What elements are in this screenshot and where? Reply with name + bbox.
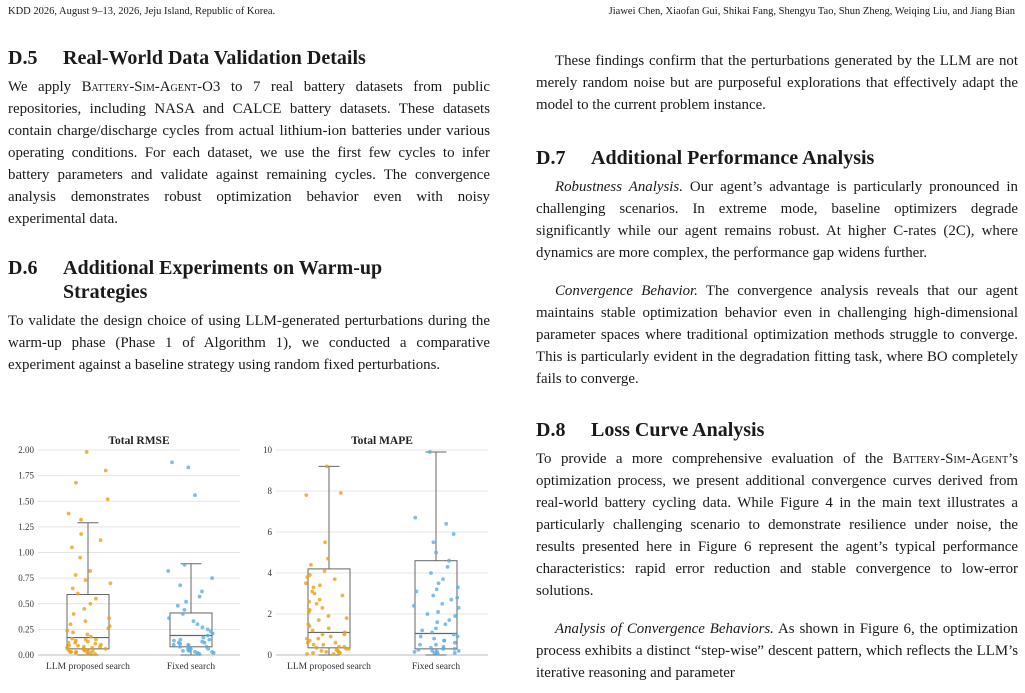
data-point: [176, 604, 180, 608]
chart-title: Total MAPE: [351, 435, 413, 447]
data-point: [201, 636, 205, 640]
data-point: [431, 594, 435, 598]
data-point: [305, 575, 309, 579]
data-point: [337, 645, 341, 649]
data-point: [441, 577, 445, 581]
data-point: [327, 614, 331, 618]
data-point: [91, 649, 95, 653]
data-point: [444, 522, 448, 526]
data-point: [188, 648, 192, 652]
data-point: [312, 643, 316, 647]
data-point: [429, 646, 433, 650]
data-point: [65, 629, 69, 633]
data-point: [413, 516, 417, 520]
data-point: [206, 627, 210, 631]
y-tick-label: 4: [267, 568, 272, 578]
data-point: [94, 597, 98, 601]
y-tick-label: 10: [263, 445, 272, 455]
chart-title: Total RMSE: [108, 435, 170, 447]
data-point: [338, 651, 342, 655]
data-point: [434, 643, 438, 647]
data-point: [88, 569, 92, 573]
data-point: [311, 629, 315, 633]
data-point: [308, 624, 312, 628]
data-point: [74, 481, 78, 485]
data-point: [172, 639, 176, 643]
x-tick-label: Fixed search: [411, 662, 461, 672]
data-point: [98, 645, 102, 649]
paragraph-convergence: [536, 280, 1018, 390]
data-point: [317, 618, 321, 622]
data-point: [447, 559, 451, 563]
data-point: [434, 626, 438, 630]
data-point: [316, 637, 320, 641]
text-run: The convergence analysis reveals that our agent maintains stable optimization behavior even in challenging high-dimensional parameter spaces where traditional optimization methods struggle to converge. This is particularly evident in the degradation fitting task, where BO completely fails to converge.: [536, 283, 1018, 387]
data-point: [335, 648, 339, 652]
data-point: [413, 650, 417, 654]
data-point: [320, 649, 324, 653]
data-point: [442, 639, 446, 643]
running-header: [8, 6, 1017, 22]
data-point: [65, 646, 69, 650]
section-heading-d5: [8, 46, 490, 70]
data-point: [457, 606, 461, 610]
system-name: Battery-Sim-Agent: [892, 451, 1009, 467]
data-point: [428, 450, 432, 454]
text-run: ’s optimization process, we present additional convergence curves derived from real-world battery cycling data. While Figure 4 in the main text illustrates a particularly challenging scenario to demonstrate resilience under noise, the results presented here in Figure 6 represent the agent’s typical performance characteristics: rapid error reduction and stable convergence to low-error solutions.: [536, 451, 1018, 599]
data-point: [106, 497, 110, 501]
y-tick-label: 1.00: [18, 547, 34, 558]
data-point: [178, 638, 182, 642]
data-point: [435, 620, 439, 624]
data-point: [414, 590, 418, 594]
data-point: [172, 643, 176, 647]
data-point: [455, 596, 459, 600]
text-run: As shown in Figure 6, the optimization process exhibits a distinct “step-wise” descent pattern, which reflects the LLM’s iterative reasoning and parameter: [536, 621, 1018, 681]
data-point: [193, 650, 197, 654]
system-name: Battery-Sim-Agent: [81, 79, 198, 95]
data-point: [201, 625, 205, 629]
data-point: [304, 581, 308, 585]
data-point: [76, 592, 80, 596]
data-point: [196, 622, 200, 626]
data-point: [74, 651, 78, 655]
data-point: [67, 512, 71, 516]
y-tick-label: 0.00: [18, 650, 34, 660]
data-point: [84, 638, 88, 642]
data-point: [79, 518, 83, 522]
data-point: [433, 651, 437, 655]
data-point: [178, 645, 182, 649]
data-point: [307, 600, 311, 604]
data-point: [326, 557, 330, 561]
data-point: [84, 619, 88, 623]
data-point: [426, 612, 430, 616]
data-point: [432, 540, 436, 544]
data-point: [324, 650, 328, 654]
data-point: [86, 633, 90, 637]
data-point: [339, 491, 343, 495]
data-point: [457, 649, 461, 653]
data-point: [420, 629, 424, 633]
data-point: [167, 616, 171, 620]
section-title: Additional Performance Analysis: [591, 147, 875, 169]
data-point: [166, 569, 170, 573]
data-point: [170, 460, 174, 464]
y-tick-label: 8: [267, 486, 272, 496]
data-point: [86, 652, 90, 656]
data-point: [210, 576, 214, 580]
data-point: [334, 641, 338, 645]
right-column: [536, 50, 1018, 684]
data-point: [437, 581, 441, 585]
text-run: -O3 to 7 real battery datasets from public repositories, including NASA and CALCE battery datasets. These datasets contain charge/discharge cycles from actual lithium-ion batteries under various operating conditions. For each dataset, we use the first few cycles to infer battery parameters and validate against remaining cycles. The convergence analysis demonstrates robust optimization behavior even with noisy experimental data.: [8, 79, 490, 227]
data-point: [313, 592, 317, 596]
data-point: [333, 577, 337, 581]
section-number: D.5: [8, 47, 38, 69]
data-point: [452, 633, 456, 637]
data-point: [206, 647, 210, 651]
data-point: [321, 633, 325, 637]
y-tick-label: 1.75: [18, 470, 34, 481]
author-list: Jiawei Chen, Xiaofan Gui, Shikai Fang, Shengyu Tao, Shun Zheng, Weiqing Liu, and Jiang Bian: [608, 6, 1015, 17]
data-point: [443, 622, 447, 626]
data-point: [417, 648, 421, 652]
data-point: [325, 465, 329, 469]
data-point: [193, 493, 197, 497]
data-point: [323, 540, 327, 544]
data-point: [108, 624, 112, 628]
data-point: [412, 604, 416, 608]
y-tick-label: 2: [267, 609, 272, 619]
data-point: [84, 578, 88, 582]
data-point: [345, 616, 349, 620]
x-tick-label: Fixed search: [166, 662, 216, 672]
data-point: [447, 618, 451, 622]
section-title: Loss Curve Analysis: [591, 419, 765, 441]
data-point: [181, 649, 185, 653]
data-point: [305, 637, 309, 641]
text-run: Our agent’s advantage is particularly pronounced in challenging scenarios. In extreme mode, baseline optimizers degrade significantly while our agent remains robust. At higher C-rates (2C), where dynamics are more complex, the performance gap widens further.: [536, 179, 1018, 261]
data-point: [76, 644, 80, 648]
y-tick-label: 0.25: [18, 624, 34, 635]
data-point: [430, 631, 434, 635]
data-point: [94, 638, 98, 642]
paragraph-d6-conclusion: These findings confirm that the perturbations generated by the LLM are not merely random noise but are purposeful explorations that effectively adapt the model to the current problem instance.: [536, 53, 1018, 113]
section-title: Real-World Data Validation Details: [63, 47, 366, 69]
data-point: [183, 608, 187, 612]
data-point: [452, 532, 456, 536]
paragraph-loss-curve: [536, 448, 1018, 602]
paragraph-d6: To validate the design choice of using LLM-generated perturbations during the warm-up phase (Phase 1 of Algorithm 1), we conducted a comparative experiment against a baseline strategy using random fixed perturbations.: [8, 313, 490, 373]
data-point: [184, 600, 188, 604]
data-point: [341, 594, 345, 598]
data-point: [309, 563, 313, 567]
paragraph-d5: [8, 76, 490, 230]
section-number: D.6: [8, 257, 38, 279]
data-point: [198, 595, 202, 599]
x-tick-label: LLM proposed search: [287, 662, 371, 672]
data-point: [107, 616, 111, 620]
data-point: [435, 588, 439, 592]
data-point: [71, 631, 75, 635]
data-point: [449, 598, 453, 602]
y-tick-label: 1.25: [18, 521, 34, 532]
section-heading-d8: [536, 418, 1018, 442]
paragraph-robustness: [536, 176, 1018, 264]
data-point: [305, 652, 309, 656]
data-point: [312, 585, 316, 589]
data-point: [79, 532, 83, 536]
section-title: Additional Experiments on Warm-up Strategies: [63, 257, 383, 303]
data-point: [347, 647, 351, 651]
paragraph-lead: Analysis of Convergence Behaviors.: [555, 621, 774, 637]
data-point: [104, 647, 108, 651]
data-point: [315, 646, 319, 650]
data-point: [419, 635, 423, 639]
data-point: [212, 651, 216, 655]
section-heading-d6: [8, 256, 490, 304]
y-tick-label: 6: [267, 527, 272, 537]
data-point: [82, 607, 86, 611]
data-point: [93, 642, 97, 646]
data-point: [434, 551, 438, 555]
data-point: [85, 450, 89, 454]
data-point: [320, 606, 324, 610]
y-tick-label: 0: [267, 650, 272, 660]
data-point: [86, 648, 90, 652]
data-point: [456, 585, 460, 589]
data-point: [186, 466, 190, 470]
paragraph-convergence-behaviors: [536, 618, 1018, 684]
data-point: [82, 648, 86, 652]
data-point: [186, 643, 190, 647]
data-point: [440, 602, 444, 606]
y-tick-label: 0.75: [18, 573, 34, 584]
data-point: [183, 563, 187, 567]
y-tick-label: 1.50: [18, 496, 34, 507]
data-point: [446, 565, 450, 569]
data-point: [70, 545, 74, 549]
x-tick-label: LLM proposed search: [46, 662, 130, 672]
data-point: [71, 586, 75, 590]
data-point: [69, 622, 73, 626]
y-tick-label: 0.50: [18, 598, 34, 609]
data-point: [74, 573, 78, 577]
boxplot-figure: [0, 425, 500, 685]
data-point: [329, 635, 333, 639]
data-point: [206, 634, 210, 638]
data-point: [441, 647, 445, 651]
data-point: [453, 641, 457, 645]
data-point: [321, 643, 325, 647]
data-point: [311, 651, 315, 655]
data-point: [456, 635, 460, 639]
data-point: [203, 641, 207, 645]
text-run: We apply: [8, 79, 82, 95]
data-point: [315, 602, 319, 606]
data-point: [323, 569, 327, 573]
data-point: [308, 608, 312, 612]
data-point: [418, 643, 422, 647]
paragraph-lead: Robustness Analysis.: [555, 179, 683, 195]
data-point: [318, 598, 322, 602]
data-point: [88, 602, 92, 606]
venue-text: KDD 2026, August 9–13, 2026, Jeju Island, Republic of Korea.: [8, 6, 276, 17]
data-point: [93, 652, 97, 656]
data-point: [332, 652, 336, 656]
y-tick-label: 2.00: [18, 445, 34, 455]
data-point: [70, 637, 74, 641]
data-point: [200, 590, 204, 594]
data-point: [109, 581, 113, 585]
data-point: [181, 612, 185, 616]
data-point: [78, 556, 82, 560]
section-number: D.7: [536, 147, 566, 169]
data-point: [72, 612, 76, 616]
data-point: [73, 641, 77, 645]
data-point: [453, 614, 457, 618]
data-point: [99, 538, 103, 542]
data-point: [429, 571, 433, 575]
section-number: D.8: [536, 419, 566, 441]
data-point: [178, 583, 182, 587]
data-point: [342, 645, 346, 649]
data-point: [453, 647, 457, 651]
paragraph-lead: Convergence Behavior.: [555, 283, 698, 299]
data-point: [436, 610, 440, 614]
data-point: [207, 638, 211, 642]
data-point: [69, 650, 73, 654]
data-point: [89, 635, 93, 639]
section-heading-d7: [536, 146, 1018, 170]
boxplot-svg: [0, 425, 500, 685]
left-column: [8, 46, 490, 376]
data-point: [192, 619, 196, 623]
data-point: [104, 469, 108, 473]
text-run: To provide a more comprehensive evaluation of the: [536, 451, 893, 467]
data-point: [343, 631, 347, 635]
data-point: [318, 583, 322, 587]
data-point: [327, 626, 331, 630]
data-point: [304, 493, 308, 497]
data-point: [432, 637, 436, 641]
data-point: [453, 651, 457, 655]
